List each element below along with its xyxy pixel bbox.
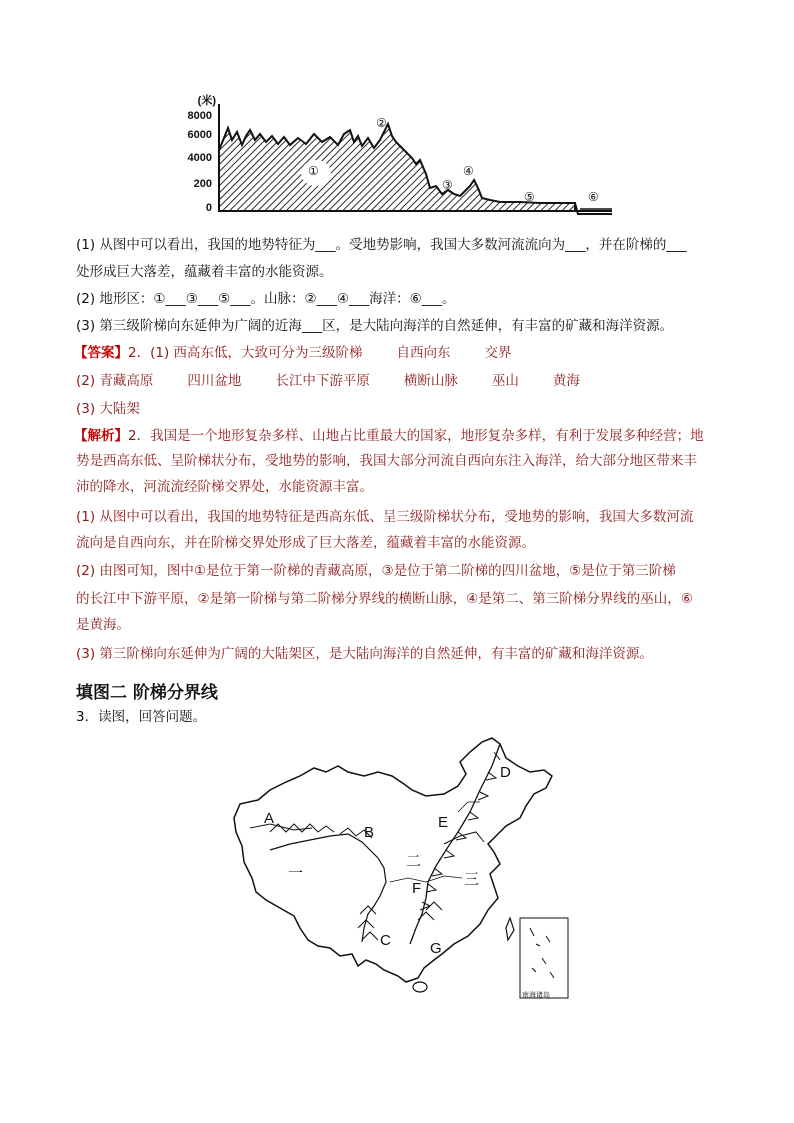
answer-line-3: (3) 大陆架 — [76, 401, 140, 417]
y-tick-label: 4000 — [187, 152, 212, 164]
y-unit-label: (米) — [197, 95, 216, 107]
y-tick-label: 200 — [193, 178, 212, 190]
question-3-intro: 3．读图，回答问题。 — [76, 709, 207, 725]
answer-line-1 — [74, 344, 512, 362]
y-tick-label: 0 — [205, 202, 212, 214]
answer-item: (2) 青藏高原 — [76, 373, 154, 389]
answer-text: 2．(1) 西高东低，大致可分为三级阶梯 — [128, 345, 363, 361]
map-label-A: A — [264, 810, 275, 827]
answer-text: 交界 — [484, 345, 512, 361]
china-terrain-map — [230, 732, 580, 1007]
step-label-3: 三 — [464, 871, 480, 888]
analysis-text: 2．我国是一个地形复杂多样、山地占比重最大的国家，地形复杂多样，有利于发展多种经营；地 — [128, 428, 704, 444]
analysis-line-4: (1) 从图中可以看出，我国的地势特征是西高东低、呈三级阶梯状分布，受地势的影响，我国大多数河流 — [76, 509, 694, 525]
marker-1: ① — [308, 164, 319, 178]
answer-item: 长江中下游平原 — [275, 373, 370, 389]
answer-tag: 【答案】 — [74, 345, 128, 361]
step-label-2: 二 — [406, 853, 422, 870]
analysis-line-1 — [74, 427, 704, 445]
china-map-outline — [230, 732, 580, 1007]
analysis-line-6: (2) 由图可知，图中①是位于第一阶梯的青藏高原，③是位于第二阶梯的四川盆地，⑤是位于第三阶梯 — [76, 563, 676, 579]
analysis-line-9: (3) 第三阶梯向东延伸为广阔的大陆架区，是大陆向海洋的自然延伸，有丰富的矿藏和海洋资源。 — [76, 646, 653, 662]
question-1-cont: 处形成巨大落差，蕴藏着丰富的水能资源。 — [76, 264, 333, 280]
answer-line-2 — [76, 372, 580, 390]
answer-item: 巫山 — [491, 373, 519, 389]
map-label-G: G — [430, 940, 442, 957]
map-label-F: F — [412, 880, 422, 897]
terrain-profile-graphic — [180, 90, 620, 225]
marker-4: ④ — [463, 164, 474, 178]
map-label-C: C — [380, 932, 391, 949]
y-tick-label: 6000 — [187, 129, 212, 141]
y-tick-label: 8000 — [187, 110, 212, 122]
analysis-tag: 【解析】 — [74, 428, 128, 444]
answer-item: 四川盆地 — [187, 373, 242, 389]
map-label-E: E — [438, 814, 449, 831]
analysis-line-5: 流向是自西向东，并在阶梯交界处形成了巨大落差，蕴藏着丰富的水能资源。 — [76, 535, 535, 551]
marker-5: ⑤ — [524, 190, 535, 204]
analysis-line-7: 的长江中下游平原，②是第一阶梯与第二阶梯分界线的横断山脉，④是第二、第三阶梯分界线的巫山，⑥ — [76, 591, 693, 607]
answer-item: 横断山脉 — [403, 373, 458, 389]
marker-3: ③ — [442, 178, 453, 192]
analysis-line-2: 势是西高东低、呈阶梯状分布，受地势的影响，我国大部分河流自西向东注入海洋，给大部分地区带来丰 — [76, 453, 697, 469]
marker-2: ② — [376, 116, 387, 130]
question-1: (1) 从图中可以看出，我国的地势特征为___。受地势影响，我国大多数河流流向为___，并在阶梯的___ — [76, 237, 687, 253]
question-3: (3) 第三级阶梯向东延伸为广阔的近海___区，是大陆向海洋的自然延伸，有丰富的矿藏和海洋资源。 — [76, 318, 674, 334]
step-label-1: 一 — [288, 865, 304, 882]
answer-item: 黄海 — [552, 373, 580, 389]
inset-label: 南海诸岛 — [522, 991, 550, 999]
analysis-line-3: 沛的降水，河流流经阶梯交界处，水能资源丰富。 — [76, 479, 373, 495]
map-label-B: B — [364, 824, 375, 841]
section-heading: 填图二 阶梯分界线 — [76, 683, 218, 703]
map-label-D: D — [500, 764, 511, 781]
question-2: (2) 地形区：①___③___⑤___。山脉：②___④___海洋：⑥___。 — [76, 291, 456, 307]
analysis-line-8: 是黄海。 — [76, 617, 130, 633]
marker-6: ⑥ — [588, 190, 599, 204]
terrain-profile-figure — [180, 90, 620, 225]
answer-text: 自西向东 — [396, 345, 451, 361]
